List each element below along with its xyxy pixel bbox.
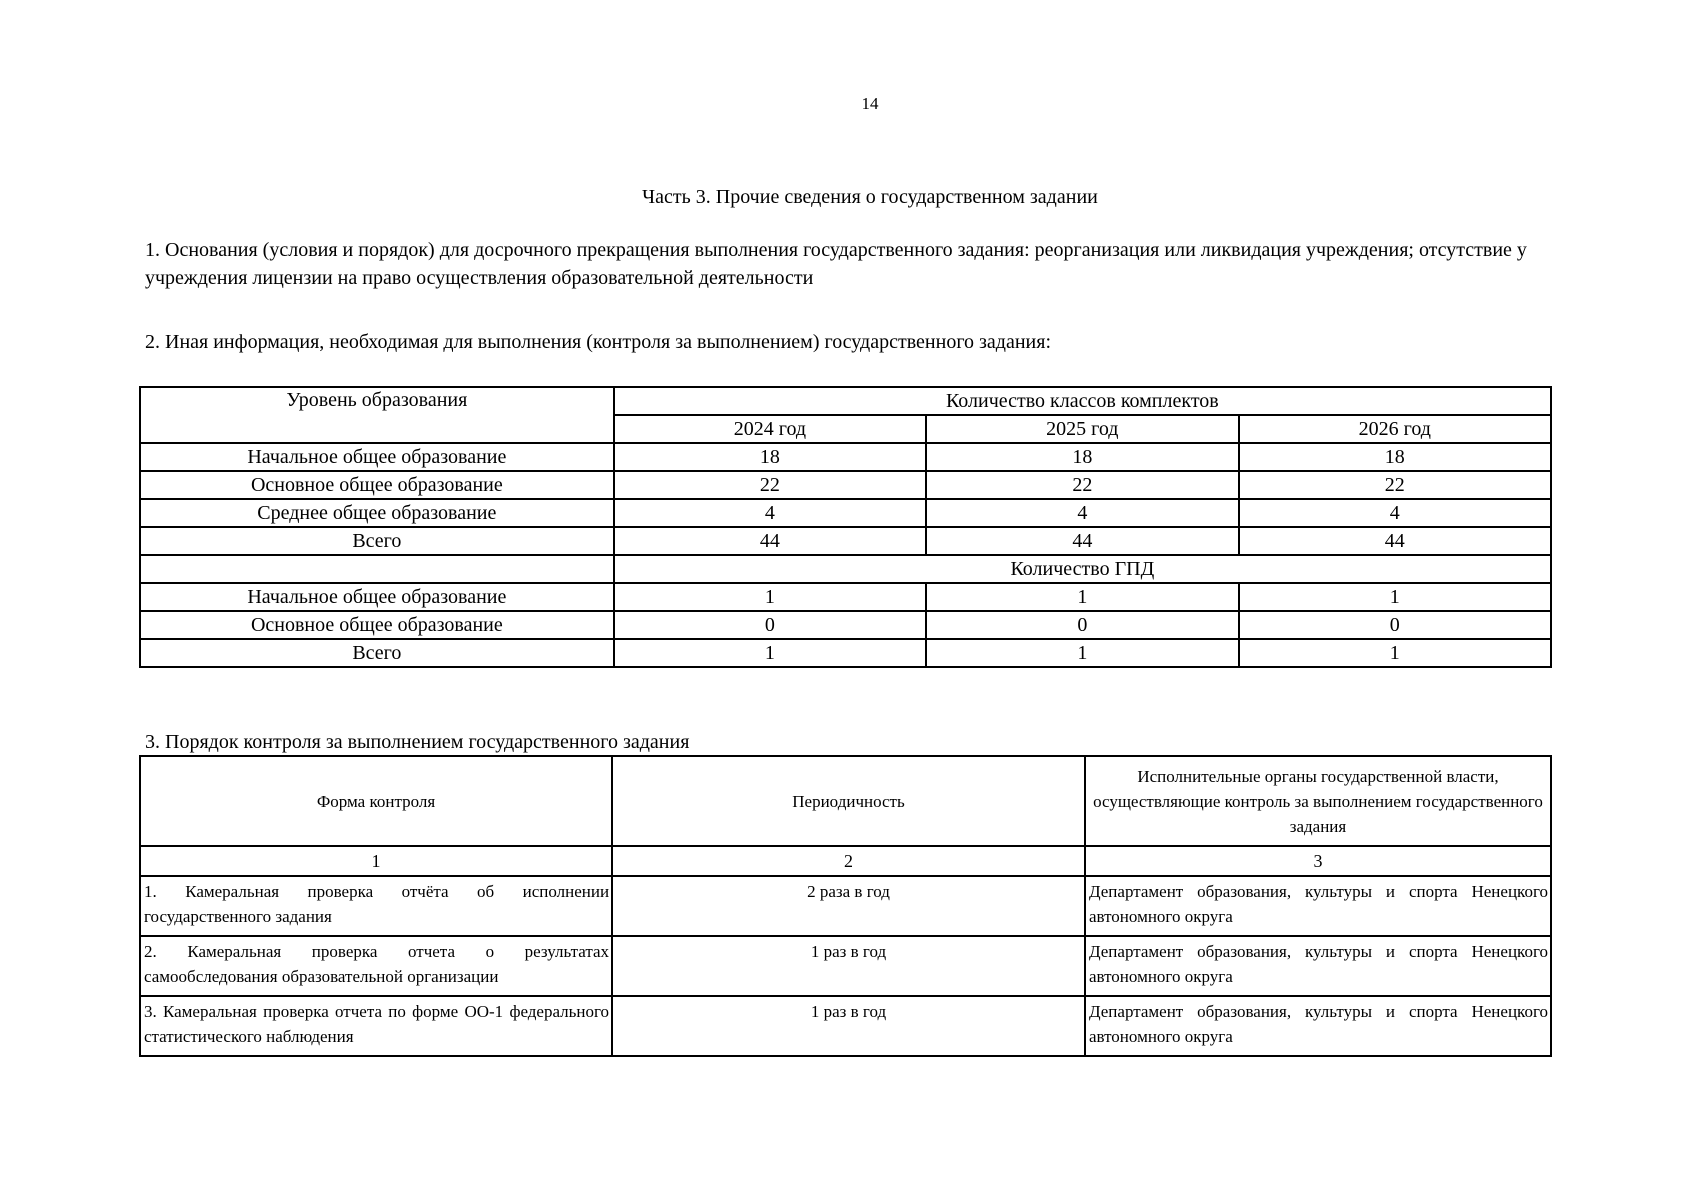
periodicity-cell: 1 раз в год: [612, 936, 1085, 996]
page-number: 14: [861, 94, 879, 113]
cell-value: 44: [926, 527, 1238, 555]
row-label: Основное общее образование: [140, 611, 614, 639]
header-control-form: Форма контроля: [140, 756, 612, 846]
cell-value: 1: [614, 639, 926, 667]
header-class-count: Количество классов комплектов: [614, 387, 1551, 415]
row-label: Среднее общее образование: [140, 499, 614, 527]
cell-value: 4: [1239, 499, 1551, 527]
cell-value: 1: [1239, 583, 1551, 611]
control-table: [139, 755, 1552, 1057]
header-control-bodies: Исполнительные органы государственной власти, осуществляющие контроль за выполнением государственного задания: [1085, 756, 1551, 846]
classes-table: [139, 386, 1552, 668]
header-year: 2025 год: [926, 415, 1238, 443]
table-row: [140, 996, 1551, 1056]
control-form-cell: 3. Камеральная проверка отчета по форме ОО-1 федерального статистического наблюдения: [140, 996, 612, 1056]
header-gpd-count: Количество ГПД: [614, 555, 1551, 583]
cell-value: 44: [1239, 527, 1551, 555]
header-periodicity: Периодичность: [612, 756, 1085, 846]
cell-value: 18: [926, 443, 1238, 471]
row-label: Начальное общее образование: [140, 583, 614, 611]
column-number: 2: [612, 846, 1085, 876]
table-row: [140, 876, 1551, 936]
header-year: 2026 год: [1239, 415, 1551, 443]
control-form-cell: 2. Камеральная проверка отчета о результатах самообследования образовательной организации: [140, 936, 612, 996]
paragraph-other-info: 2. Иная информация, необходимая для выполнения (контроля за выполнением) государственного задания:: [145, 331, 1052, 353]
cell-value: 1: [926, 583, 1238, 611]
cell-value: 4: [614, 499, 926, 527]
table-row: [140, 471, 1551, 499]
cell-value: 1: [614, 583, 926, 611]
control-form-cell: 1. Камеральная проверка отчёта об исполнении государственного задания: [140, 876, 612, 936]
row-label: Всего: [140, 527, 614, 555]
cell-value: 22: [614, 471, 926, 499]
table-row: [140, 499, 1551, 527]
empty-cell: [140, 555, 614, 583]
part-title: Часть 3. Прочие сведения о государственном задании: [642, 186, 1098, 208]
column-number: 3: [1085, 846, 1551, 876]
paragraph-termination-grounds: 1. Основания (условия и порядок) для досрочного прекращения выполнения государственного задания: реорганизация или ликвидация учреждения; отсутствие у учреждения лицензии на право осуществления образовательной деятельности: [145, 239, 1527, 289]
table-row: [140, 583, 1551, 611]
cell-value: 44: [614, 527, 926, 555]
periodicity-cell: 1 раз в год: [612, 996, 1085, 1056]
cell-value: 1: [1239, 639, 1551, 667]
cell-value: 0: [1239, 611, 1551, 639]
table-row: [140, 611, 1551, 639]
table-row: [140, 527, 1551, 555]
row-label: Основное общее образование: [140, 471, 614, 499]
header-education-level: Уровень образования: [140, 387, 614, 443]
header-year: 2024 год: [614, 415, 926, 443]
cell-value: 18: [1239, 443, 1551, 471]
control-body-cell: Департамент образования, культуры и спорта Ненецкого автономного округа: [1085, 876, 1551, 936]
cell-value: 1: [926, 639, 1238, 667]
cell-value: 4: [926, 499, 1238, 527]
table-row: [140, 639, 1551, 667]
cell-value: 0: [926, 611, 1238, 639]
paragraph-control-order: 3. Порядок контроля за выполнением государственного задания: [145, 731, 690, 753]
table-row: [140, 936, 1551, 996]
row-label: Всего: [140, 639, 614, 667]
control-body-cell: Департамент образования, культуры и спорта Ненецкого автономного округа: [1085, 996, 1551, 1056]
control-body-cell: Департамент образования, культуры и спорта Ненецкого автономного округа: [1085, 936, 1551, 996]
periodicity-cell: 2 раза в год: [612, 876, 1085, 936]
row-label: Начальное общее образование: [140, 443, 614, 471]
cell-value: 22: [1239, 471, 1551, 499]
cell-value: 0: [614, 611, 926, 639]
cell-value: 18: [614, 443, 926, 471]
table-row: [140, 443, 1551, 471]
column-number: 1: [140, 846, 612, 876]
cell-value: 22: [926, 471, 1238, 499]
